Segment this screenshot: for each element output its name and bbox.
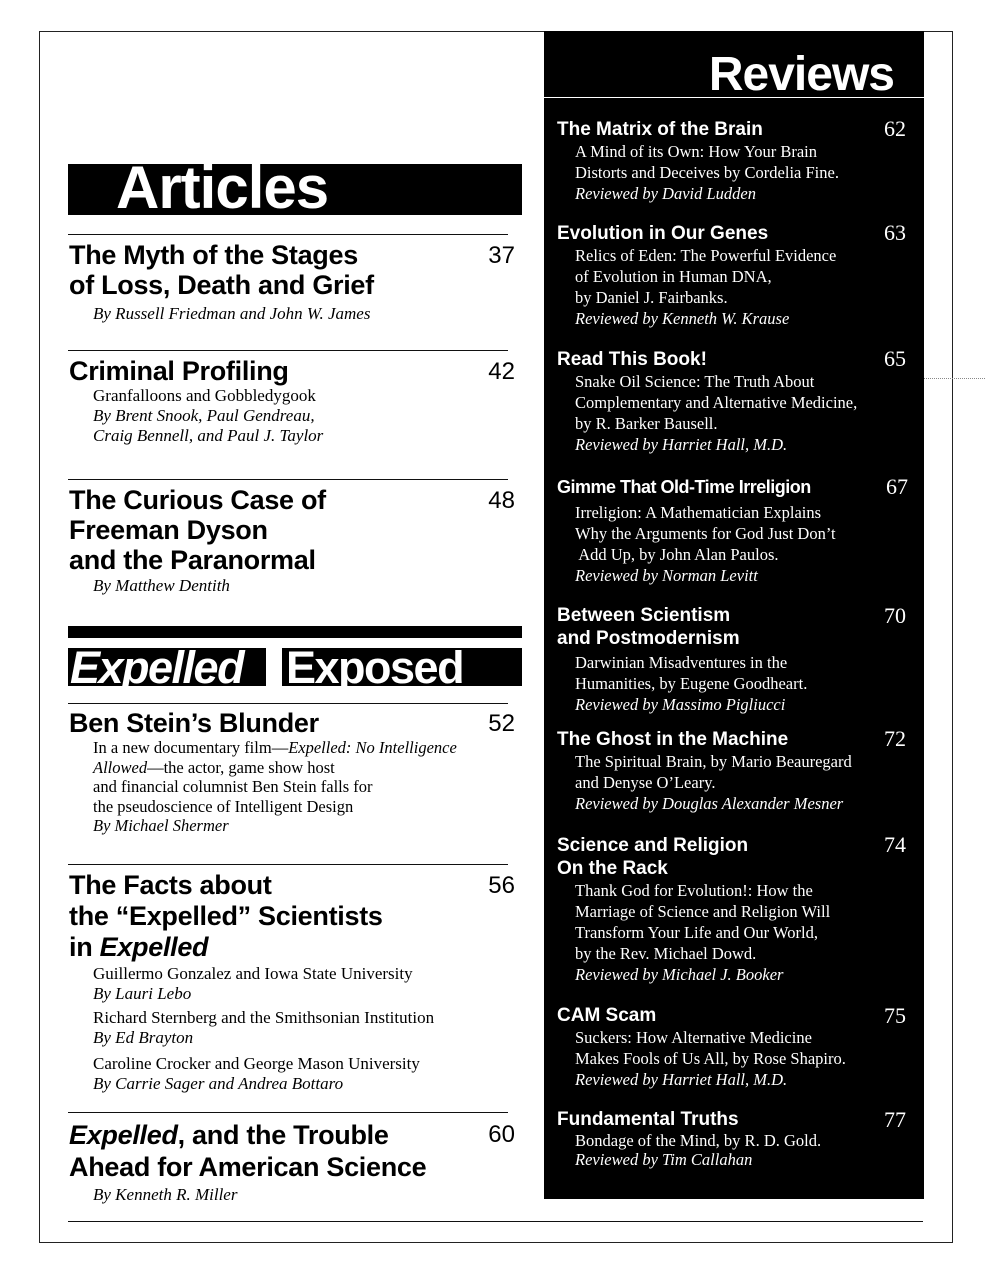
review-page-number: 72 [884,726,906,751]
review-title[interactable]: CAM Scam [557,1005,657,1026]
article-item: Guillermo Gonzalez and Iowa State University By Lauri Lebo [93,964,413,1003]
dotted-guide [924,378,985,379]
article-divider [68,479,508,480]
article-title[interactable]: The Facts about the “Expelled” Scientists in Expelled [69,870,383,962]
article-description: Granfalloons and Gobbledygook By Brent Snook, Paul Gendreau, Craig Bennell, and Paul J. Taylor [93,386,324,445]
review-title[interactable]: Science and Religion On the Rack [557,835,749,879]
exposed-heading: Exposed [286,642,464,693]
review-title[interactable]: Read This Book! [557,349,707,370]
article-divider [68,864,508,865]
review-page-number: 77 [884,1107,906,1132]
article-page-number: 56 [488,872,515,899]
review-body: Thank God for Evolution!: How the Marriage of Science and Religion Will Transform Your Life and Our World, by the Rev. Michael Dowd. Reviewed by Michael J. Booker [575,881,831,984]
review-page-number: 63 [884,220,906,245]
article-page-number: 48 [488,487,515,514]
review-body: Suckers: How Alternative Medicine Makes Fools of Us All, by Rose Shapiro. Reviewed by Harriet Hall, M.D. [575,1028,846,1089]
article-divider [68,234,508,235]
expelled-heading: Expelled [70,642,244,693]
review-page-number: 65 [884,346,906,371]
article-page-number: 37 [488,242,515,269]
review-page-number: 70 [884,603,906,628]
articles-heading: Articles [116,154,329,221]
review-page-number: 75 [884,1003,906,1028]
reviews-column [544,31,924,1199]
reviews-heading-rule [544,97,924,98]
articles-section-header [68,154,522,221]
article-page-number: 60 [488,1121,515,1148]
article-divider [68,350,508,351]
article-title[interactable]: Ben Stein’s Blunder [69,708,319,738]
review-body: Snake Oil Science: The Truth About Complementary and Alternative Medicine, by R. Barker Bausell. Reviewed by Harriet Hall, M.D. [575,372,858,454]
review-body: Bondage of the Mind, by R. D. Gold. Reviewed by Tim Callahan [575,1131,822,1169]
article-divider [68,1112,508,1113]
article-description: In a new documentary film—Expelled: No Intelligence Allowed—the actor, game show host and financial columnist Ben Stein falls for the pseudoscience of Intelligent Design By Michael Shermer [93,738,457,835]
article-title[interactable]: The Curious Case of Freeman Dyson and the Paranormal [69,485,326,575]
expelled-section-header [68,642,522,693]
article-authors: By Kenneth R. Miller [93,1185,238,1204]
bottom-rule [68,1221,923,1222]
article-page-number: 42 [488,358,515,385]
review-title[interactable]: Evolution in Our Genes [557,223,769,244]
article-title[interactable]: Criminal Profiling [69,356,289,386]
review-body: Relics of Eden: The Powerful Evidence of Evolution in Human DNA, by Daniel J. Fairbanks. Reviewed by Kenneth W. Krause [575,246,837,328]
review-title[interactable]: The Matrix of the Brain [557,119,763,140]
review-page-number: 62 [884,116,906,141]
review-body: Irreligion: A Mathematician Explains Why the Arguments for God Just Don’t Add Up, by John Alan Paulos. Reviewed by Norman Levitt [575,503,836,585]
article-title[interactable]: Expelled, and the Trouble Ahead for American Science [69,1120,427,1182]
article-title[interactable]: The Myth of the Stages of Loss, Death and Grief [69,240,374,300]
review-title[interactable]: Fundamental Truths [557,1109,739,1130]
review-body: Darwinian Misadventures in the Humanities, by Eugene Goodheart. Reviewed by Massimo Pigliucci [575,653,808,714]
article-item: Caroline Crocker and George Mason University By Carrie Sager and Andrea Bottaro [93,1054,420,1093]
article-authors: By Matthew Dentith [93,576,230,595]
review-title[interactable]: Between Scientism and Postmodernism [557,605,740,649]
review-title[interactable]: The Ghost in the Machine [557,729,789,750]
article-page-number: 52 [488,710,515,737]
review-body: The Spiritual Brain, by Mario Beauregard and Denyse O’Leary. Reviewed by Douglas Alexander Mesner [575,752,852,813]
review-page-number: 67 [886,474,908,499]
article-divider [68,703,508,704]
article-item: Richard Sternberg and the Smithsonian Institution By Ed Brayton [93,1008,435,1047]
article-authors: By Russell Friedman and John W. James [93,304,371,323]
expelled-top-bar [68,626,522,638]
review-title[interactable]: Gimme That Old-Time Irreligion [557,477,811,497]
reviews-heading: Reviews [708,48,894,101]
review-body: A Mind of its Own: How Your Brain Distorts and Deceives by Cordelia Fine. Reviewed by David Ludden [575,142,839,203]
review-page-number: 74 [884,832,906,857]
